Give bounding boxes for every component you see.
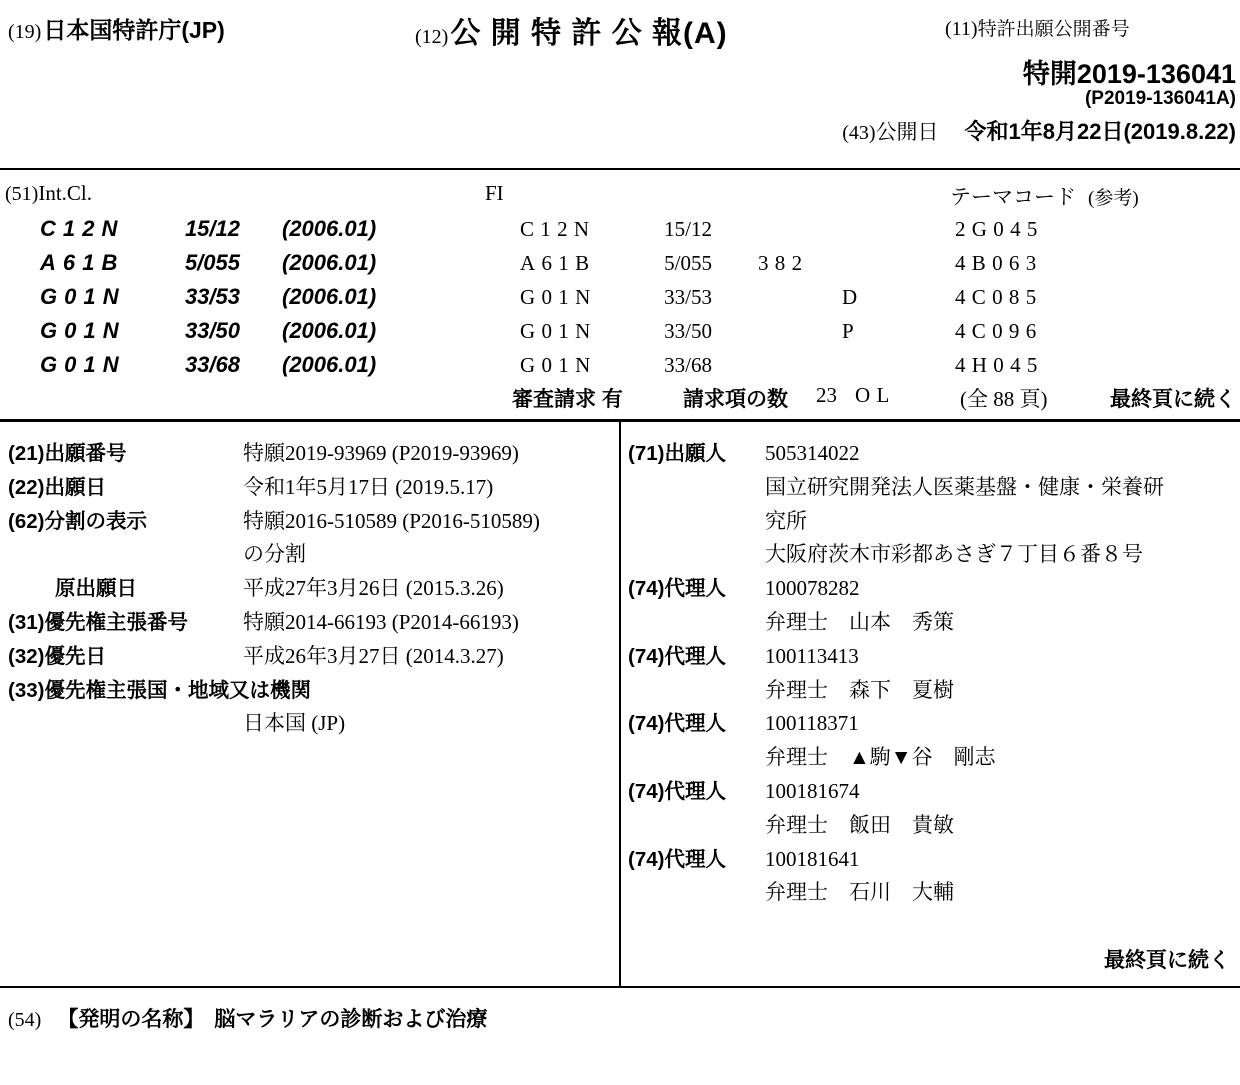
bib-label: (74)代理人 [628, 644, 726, 668]
inid-code-19: (19) [8, 21, 42, 43]
int-cl-number: 5/055 [184, 250, 240, 275]
fi-column [520, 212, 950, 382]
bib-value: 日本国 (JP) [243, 711, 346, 736]
publication-number-paren: (P2019-136041A) [1084, 88, 1236, 109]
int-cl-column [40, 212, 480, 382]
horizontal-rule-top [0, 168, 1240, 170]
int-cl-row [40, 280, 480, 314]
bib-row-applicant-id [628, 437, 1208, 471]
publication-date-value: 令和1年8月22日(2019.8.22) [964, 119, 1236, 144]
int-cl-version: (2006.01) [282, 284, 377, 309]
fi-number: 33/68 [664, 353, 712, 377]
bib-value: 特願2019-93969 (P2019-93969) [243, 441, 519, 465]
fi-number: 33/50 [664, 319, 712, 343]
bib-value: 弁理士 石川 大輔 [765, 880, 954, 905]
publication-date-line [842, 115, 1236, 146]
bib-row-application-number [8, 437, 608, 471]
fi-number: 33/53 [664, 285, 712, 309]
bib-label: (32)優先日 [8, 644, 106, 668]
bib-value: 特願2016-510589 (P2016-510589) [243, 508, 540, 533]
theme-code: 4B063 [955, 251, 1043, 275]
inid-code-51: (51) [5, 183, 39, 205]
bib-row-agent-id [628, 640, 1208, 674]
bib-label: (33)優先権主張国・地域又は機関 [8, 678, 311, 702]
int-cl-version: (2006.01) [282, 216, 377, 241]
inid-code-11: (11) [945, 18, 978, 40]
int-cl-label: Int.Cl. [38, 181, 92, 205]
publication-number-label: 特許出願公開番号 [977, 19, 1130, 40]
int-cl-row [40, 212, 480, 246]
bib-value: 100118371 [765, 711, 859, 736]
publication-number-label-line [945, 14, 1130, 41]
bib-value: 国立研究開発法人医薬基盤・健康・栄養研 [765, 474, 1164, 499]
fi-number: 5/055 [664, 251, 712, 275]
fi-row [520, 348, 950, 382]
document-kind-title: 公 開 特 許 公 報(A) [450, 17, 728, 50]
application-data-column [8, 437, 608, 741]
invention-title-line [8, 1003, 487, 1033]
bib-row-priority-country-label [8, 674, 608, 708]
bib-row-agent-id [628, 707, 1208, 741]
theme-code-ref: (参考) [1088, 188, 1139, 209]
theme-code-label: テーマコード [950, 185, 1076, 209]
fi-row [520, 246, 950, 280]
theme-code-heading [950, 181, 1139, 211]
bib-row-priority-date [8, 640, 608, 674]
fi-symbol: D [842, 285, 858, 309]
bib-label: (71)出願人 [628, 442, 726, 465]
invention-title-label: 【発明の名称】 [57, 1008, 205, 1031]
bib-label: (74)代理人 [628, 779, 726, 803]
int-cl-class: G01N [40, 352, 126, 377]
invention-title: 脳マラリアの診断および治療 [214, 1008, 488, 1031]
fi-row [520, 280, 950, 314]
fi-class: C12N [520, 217, 596, 241]
int-cl-class: A61B [40, 250, 125, 275]
int-cl-number: 33/53 [184, 284, 240, 309]
bib-value: 平成26年3月27日 (2014.3.27) [243, 643, 504, 668]
inid-code-54: (54) [8, 1009, 42, 1031]
bib-row-applicant-name-2 [628, 505, 1208, 539]
vertical-divider [619, 422, 621, 986]
applicant-agent-column [628, 437, 1208, 910]
bib-row-filing-date [8, 471, 608, 505]
bib-label: 原出願日 [55, 577, 137, 601]
bib-value: 弁理士 森下 夏樹 [765, 677, 954, 702]
bib-value: 100181674 [765, 778, 860, 803]
document-kind-line [415, 8, 728, 52]
bib-row-agent-name [628, 876, 1208, 910]
bib-value: 100181641 [765, 846, 860, 871]
continued-on-last-page-note: 最終頁に続く [1104, 949, 1230, 972]
bib-row-original-filing-date [8, 572, 608, 606]
int-cl-number: 33/50 [184, 318, 240, 343]
bib-value: 特願2014-66193 (P2014-66193) [243, 609, 519, 634]
fi-row [520, 314, 950, 348]
inid-code-12: (12) [415, 26, 449, 48]
bib-value: 100078282 [765, 576, 860, 601]
bib-row-division-indication [8, 505, 608, 539]
int-cl-row [40, 314, 480, 348]
fi-class: A61B [520, 251, 596, 275]
int-cl-class: G01N [40, 284, 126, 309]
fi-subclass: 382 [758, 251, 809, 275]
bib-label: (22)出願日 [8, 475, 106, 499]
examination-request-label: 審査請求 有 [512, 388, 623, 411]
theme-code: 4H045 [955, 353, 1044, 377]
int-cl-class: G01N [40, 318, 126, 343]
bib-row-agent-name [628, 606, 1208, 640]
bib-row-agent-id [628, 843, 1208, 877]
theme-code: 2G045 [955, 217, 1044, 241]
int-cl-version: (2006.01) [282, 318, 377, 343]
bib-value: 弁理士 ▲駒▼谷 剛志 [765, 745, 996, 770]
bib-row-applicant-name-1 [628, 471, 1208, 505]
bib-label: (62)分割の表示 [8, 509, 147, 533]
bib-value: 100113413 [765, 643, 859, 668]
claims-count-value: 23 [816, 383, 837, 407]
int-cl-class: C12N [40, 216, 125, 241]
bib-value: 大阪府茨木市彩都あさぎ７丁目６番８号 [765, 542, 1143, 567]
fi-row [520, 212, 950, 246]
fi-heading: FI [485, 181, 504, 205]
bib-label: (74)代理人 [628, 577, 726, 601]
int-cl-heading [5, 181, 92, 206]
publication-number: 特開2019-136041 [1022, 59, 1236, 89]
int-cl-row [40, 348, 480, 382]
fi-number: 15/12 [664, 217, 712, 241]
bib-row-agent-name [628, 809, 1208, 843]
bib-row-priority-number [8, 606, 608, 640]
bib-label: (74)代理人 [628, 712, 726, 736]
bib-value: 令和1年5月17日 (2019.5.17) [243, 474, 494, 499]
total-pages: (全 88 頁) [960, 387, 1048, 411]
bib-row-agent-name [628, 674, 1208, 708]
int-cl-number: 33/68 [184, 352, 240, 377]
examination-request-line [0, 383, 1240, 417]
publication-date-label: 公開日 [875, 120, 939, 144]
claims-count-label: 請求項の数 [683, 388, 788, 411]
bib-label: (31)優先権主張番号 [8, 610, 188, 634]
bib-value: 究所 [765, 508, 807, 533]
bib-label: (21)出願番号 [8, 442, 127, 465]
bib-value: 505314022 [765, 441, 860, 465]
bib-row-priority-country-value [8, 707, 608, 741]
theme-code-column [955, 212, 1195, 382]
fi-class: G01N [520, 319, 597, 343]
horizontal-rule-bottom [0, 986, 1240, 988]
bib-label: (74)代理人 [628, 847, 726, 871]
fi-class: G01N [520, 353, 597, 377]
bib-row-division-continuation [8, 538, 608, 572]
continued-on-last-page-note: 最終頁に続く [1110, 388, 1236, 411]
bib-row-agent-name [628, 741, 1208, 775]
fi-symbol: P [842, 319, 854, 343]
theme-code: 4C085 [955, 285, 1043, 309]
int-cl-row [40, 246, 480, 280]
bib-value: 平成27年3月26日 (2015.3.26) [243, 576, 504, 601]
patent-office-line [8, 12, 225, 45]
int-cl-version: (2006.01) [282, 250, 377, 275]
bib-value: 弁理士 飯田 貴敏 [765, 812, 954, 837]
bib-row-agent-id [628, 572, 1208, 606]
ol-flag: OL [855, 383, 896, 407]
inid-code-43: (43) [842, 122, 876, 144]
int-cl-version: (2006.01) [282, 352, 377, 377]
bib-row-agent-id [628, 775, 1208, 809]
patent-office-name: 日本国特許庁(JP) [43, 17, 225, 43]
theme-code: 4C096 [955, 319, 1043, 343]
bib-value: の分割 [243, 542, 306, 567]
fi-class: G01N [520, 285, 597, 309]
int-cl-number: 15/12 [184, 216, 240, 241]
bib-value: 弁理士 山本 秀策 [765, 609, 954, 634]
bib-row-applicant-address [628, 538, 1208, 572]
